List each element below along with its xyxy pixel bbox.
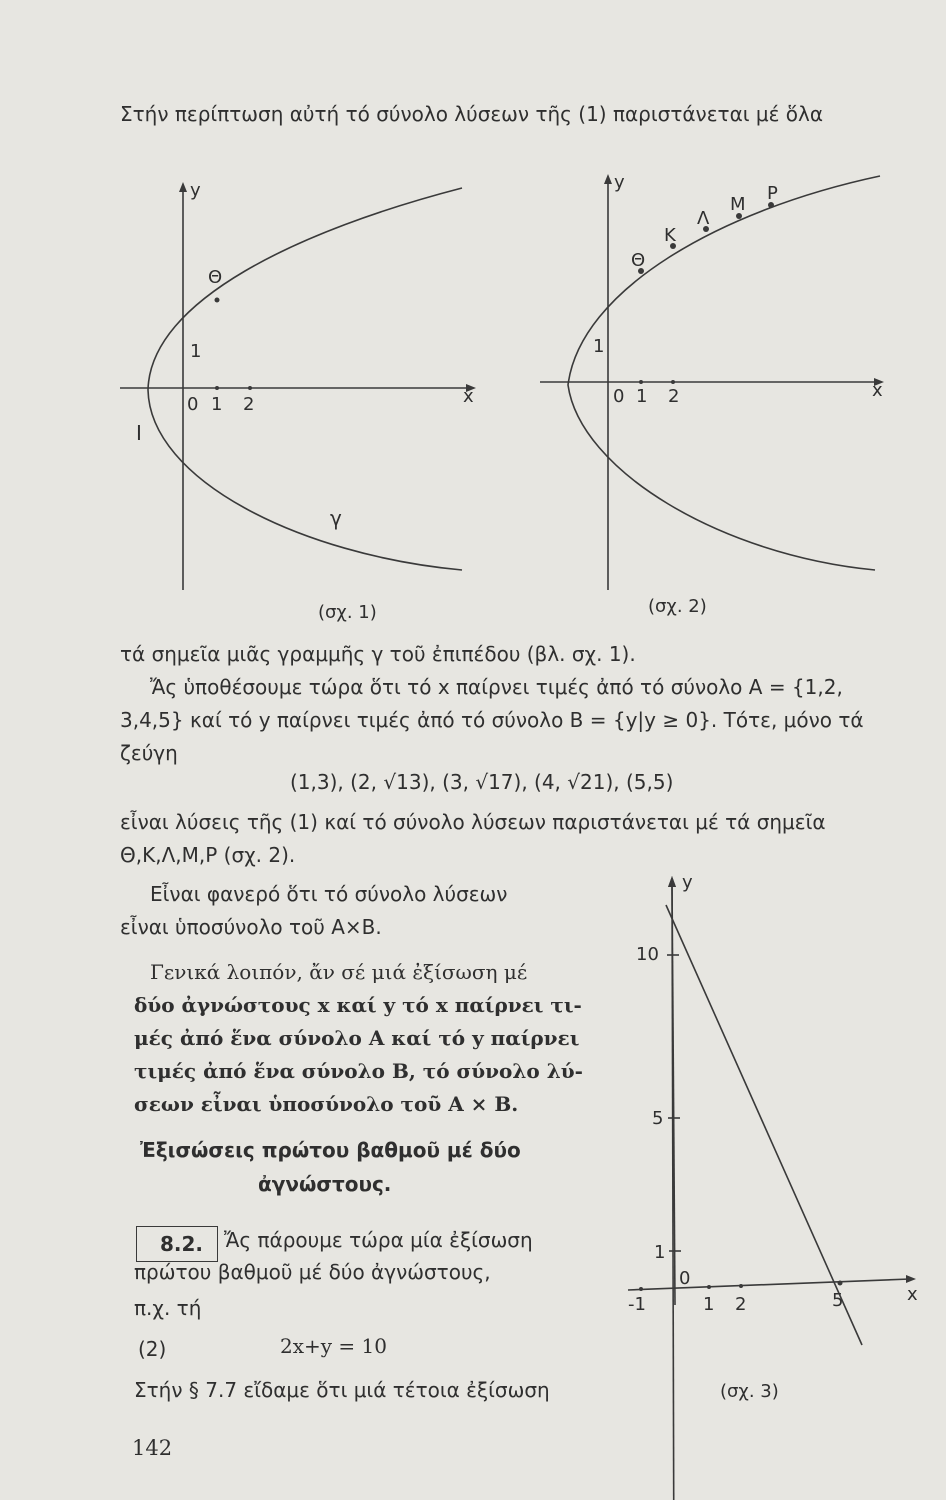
intro-text: Στήν περίπτωση αὐτή τό σύνολο λύσεων τῆς (1) παριστάνεται μέ ὅλα (120, 102, 824, 126)
general-line4: τιμές ἀπό ἕνα σύνολο B, τό σύνολο λύ- (134, 1059, 583, 1083)
fig1-origin: 0 (187, 394, 199, 415)
fig1-point-i: I (136, 421, 142, 445)
fig3-x-tick-m1: -1 (628, 1294, 646, 1315)
fig2-point-lambda: Λ (697, 208, 710, 229)
fig2-y-label: y (614, 172, 625, 193)
fig2-origin: 0 (613, 386, 625, 407)
fig1-y-label: y (190, 180, 201, 201)
equation-label: (2) (138, 1337, 167, 1361)
para1-line2: Ἄς ὑποθέσουμε τώρα ὅτι τό x παίρνει τιμές ἀπό τό σύνολο A = {1,2, (150, 675, 843, 699)
fig3-x-label: x (907, 1284, 918, 1305)
general-line1: Γενικά λοιπόν, ἄν σέ μιά ἐξίσωση μέ (150, 960, 528, 984)
fig3-x-tick-2: 2 (735, 1294, 747, 1315)
page-number: 142 (132, 1436, 173, 1460)
para1-line1: τά σημεῖα μιᾶς γραμμῆς γ τοῦ ἐπιπέδου (βλ. σχ. 1). (120, 642, 636, 666)
equation: 2x+y = 10 (280, 1334, 387, 1358)
general-line3: μές ἀπό ἕνα σύνολο A καί τό y παίρνει (134, 1026, 580, 1050)
fig1-curve-label: γ (330, 506, 342, 530)
general-line2: δύο ἀγνώστους x καί y τό x παίρνει τι- (134, 993, 582, 1017)
fig3-y-tick-1: 1 (654, 1242, 666, 1263)
sec82-line1: Ἄς πάρουμε τώρα μία ἐξίσωση (224, 1228, 533, 1252)
fig1-point-theta: Θ (208, 267, 223, 288)
para1-line6: Θ,Κ,Λ,Μ,Ρ (σχ. 2). (120, 843, 296, 867)
fig3-y-tick-5: 5 (652, 1108, 664, 1129)
fig1-x-label: x (463, 386, 474, 407)
sec82-line3: π.χ. τή (134, 1296, 202, 1320)
section-heading-line1: Ἐξισώσεις πρώτου βαθμοῦ μέ δύο (140, 1138, 521, 1162)
section-heading-line2: ἀγνώστους. (258, 1172, 392, 1196)
para1-line4: ζεύγη (120, 741, 178, 765)
fig3-y-label: y (682, 872, 693, 893)
fig1-y-tick-1: 1 (190, 341, 202, 362)
fig2-point-theta: Θ (631, 250, 646, 271)
fig3-y-tick-10: 10 (636, 944, 659, 965)
fig2-x-label: x (872, 380, 883, 401)
para1-pairs: (1,3), (2, √13), (3, √17), (4, √21), (5,5) (290, 770, 674, 794)
fig3-origin: 0 (679, 1268, 691, 1289)
fig3-x-tick-5: 5 (832, 1290, 844, 1311)
fig3-caption: (σχ. 3) (720, 1381, 779, 1402)
fig2-point-k: Κ (664, 225, 676, 246)
fig1-caption: (σχ. 1) (318, 602, 377, 623)
fig2-caption: (σχ. 2) (648, 596, 707, 617)
fig1-tick-1: 1 (211, 394, 223, 415)
fig2-tick-1: 1 (636, 386, 648, 407)
section-number: 8.2. (160, 1232, 204, 1256)
para2-line1: Εἶναι φανερό ὅτι τό σύνολο λύσεων (150, 882, 508, 906)
fig2-point-p: Ρ (767, 183, 778, 204)
fig2-point-m: Μ (730, 194, 746, 215)
fig3-x-tick-1: 1 (703, 1294, 715, 1315)
para1-line3: 3,4,5} καί τό y παίρνει τιμές ἀπό τό σύνολο B = {y|y ≥ 0}. Τότε, μόνο τά (120, 708, 864, 732)
fig2-y-tick-1: 1 (593, 336, 605, 357)
sec82-line4: Στήν § 7.7 εἴδαμε ὅτι μιά τέτοια ἐξίσωση (134, 1378, 550, 1402)
sec82-line2: πρώτου βαθμοῦ μέ δύο ἀγνώστους, (134, 1260, 491, 1284)
fig2-tick-2: 2 (668, 386, 680, 407)
general-line5: σεων εἶναι ὑποσύνολο τοῦ A × B. (134, 1092, 519, 1116)
fig1-tick-2: 2 (243, 394, 255, 415)
para1-line5: εἶναι λύσεις τῆς (1) καί τό σύνολο λύσεων παριστάνεται μέ τά σημεῖα (120, 810, 826, 834)
para2-line2: εἶναι ὑποσύνολο τοῦ A×B. (120, 915, 382, 939)
